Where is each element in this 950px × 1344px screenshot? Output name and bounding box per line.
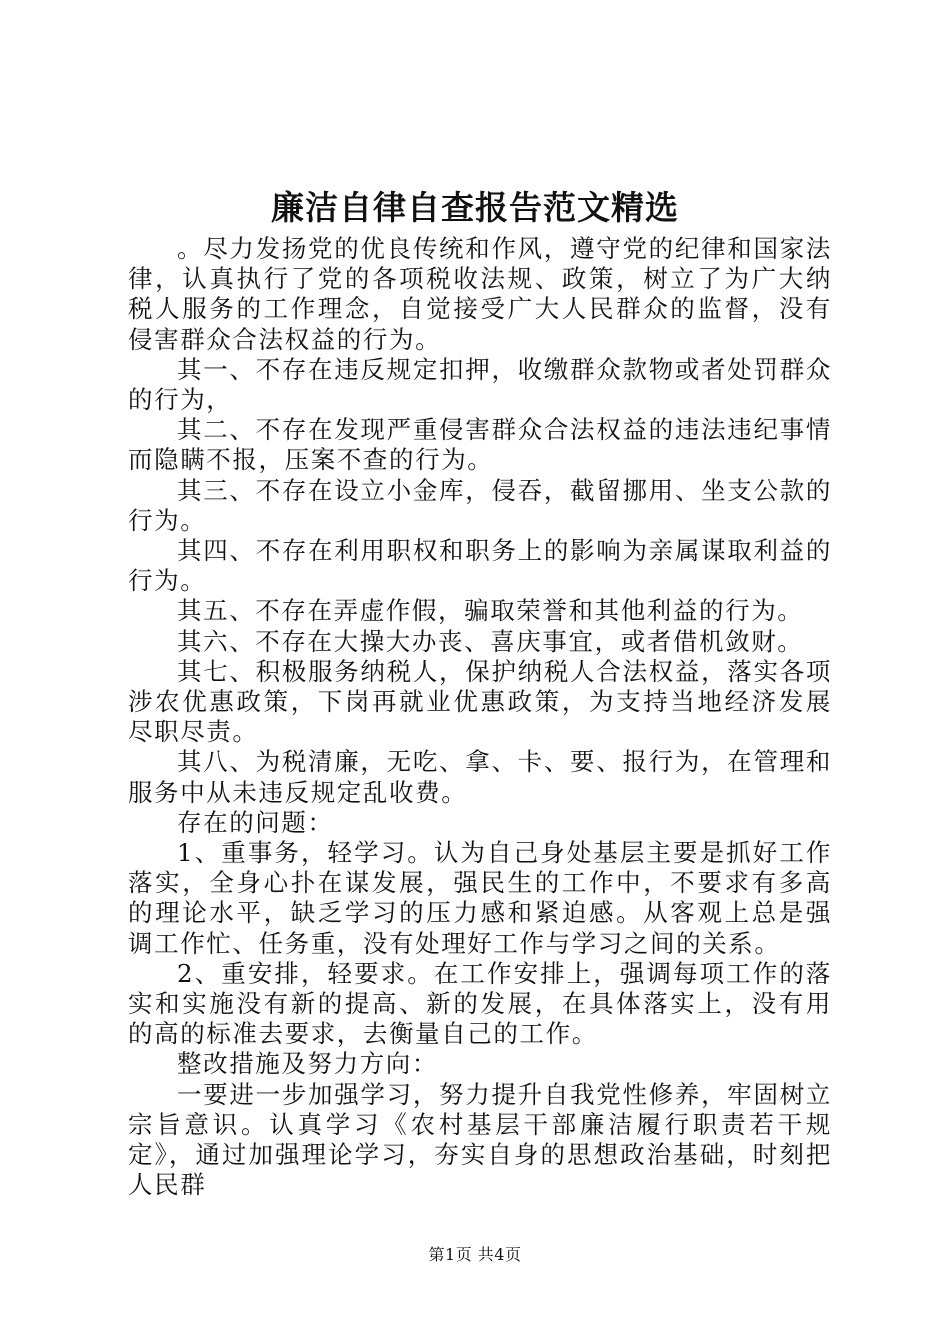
body-paragraph: 。尽力发扬党的优良传统和作风，遵守党的纪律和国家法律，认真执行了党的各项税收法规、政策，树立了为广大纳税人服务的工作理念，自觉接受广大人民群众的监督，没有侵害群众合法权益的行为。: [128, 234, 832, 354]
body-paragraph: 其二、不存在发现严重侵害群众合法权益的违法违纪事情而隐瞒不报，压案不查的行为。: [128, 415, 832, 475]
body-paragraph: 其六、不存在大操大办丧、喜庆事宜，或者借机敛财。: [177, 626, 804, 656]
body-paragraph: 其八、为税清廉，无吃、拿、卡、要、报行为，在管理和服务中从未违反规定乱收费。: [128, 747, 832, 807]
body-paragraph: 2、重安排，轻要求。在工作安排上，强调每项工作的落实和实施没有新的提高、新的发展，在具体落实上，没有用的高的标准去要求，去衡量自己的工作。: [128, 958, 832, 1049]
body-paragraph: 其五、不存在弄虚作假，骗取荣誉和其他利益的行为。: [177, 596, 804, 626]
body-paragraph: 一要进一步加强学习，努力提升自我党性修养，牢固树立宗旨意识。认真学习《农村基层干部廉洁履行职责若干规定》，通过加强理论学习，夯实自身的思想政治基础，时刻把人民群: [128, 1079, 832, 1200]
document-title: 廉洁自律自查报告范文精选: [271, 188, 679, 227]
body-paragraph: 1、重事务，轻学习。认为自己身处基层主要是抓好工作落实，全身心扑在谋发展，强民生的工作中，不要求有多高的理论水平，缺乏学习的压力感和紧迫感。从客观上总是强调工作忙、任务重，没有处理好工作与学习之间的关系。: [128, 838, 832, 958]
document-body: [128, 234, 832, 1201]
body-paragraph: 其一、不存在违反规定扣押，收缴群众款物或者处罚群众的行为，: [128, 354, 832, 415]
body-paragraph: 其三、不存在设立小金库，侵吞，截留挪用、坐支公款的行为。: [128, 475, 832, 535]
page-footer: 第1页 共4页: [428, 1245, 522, 1264]
section-heading-measures: 整改措施及努力方向：: [177, 1049, 438, 1079]
body-paragraph: 其七、积极服务纳税人，保护纳税人合法权益，落实各项涉农优惠政策，下岗再就业优惠政策，为支持当地经济发展尽职尽责。: [128, 656, 832, 747]
section-heading-problems: 存在的问题：: [177, 807, 334, 837]
body-paragraph: 其四、不存在利用职权和职务上的影响为亲属谋取利益的行为。: [128, 536, 832, 596]
